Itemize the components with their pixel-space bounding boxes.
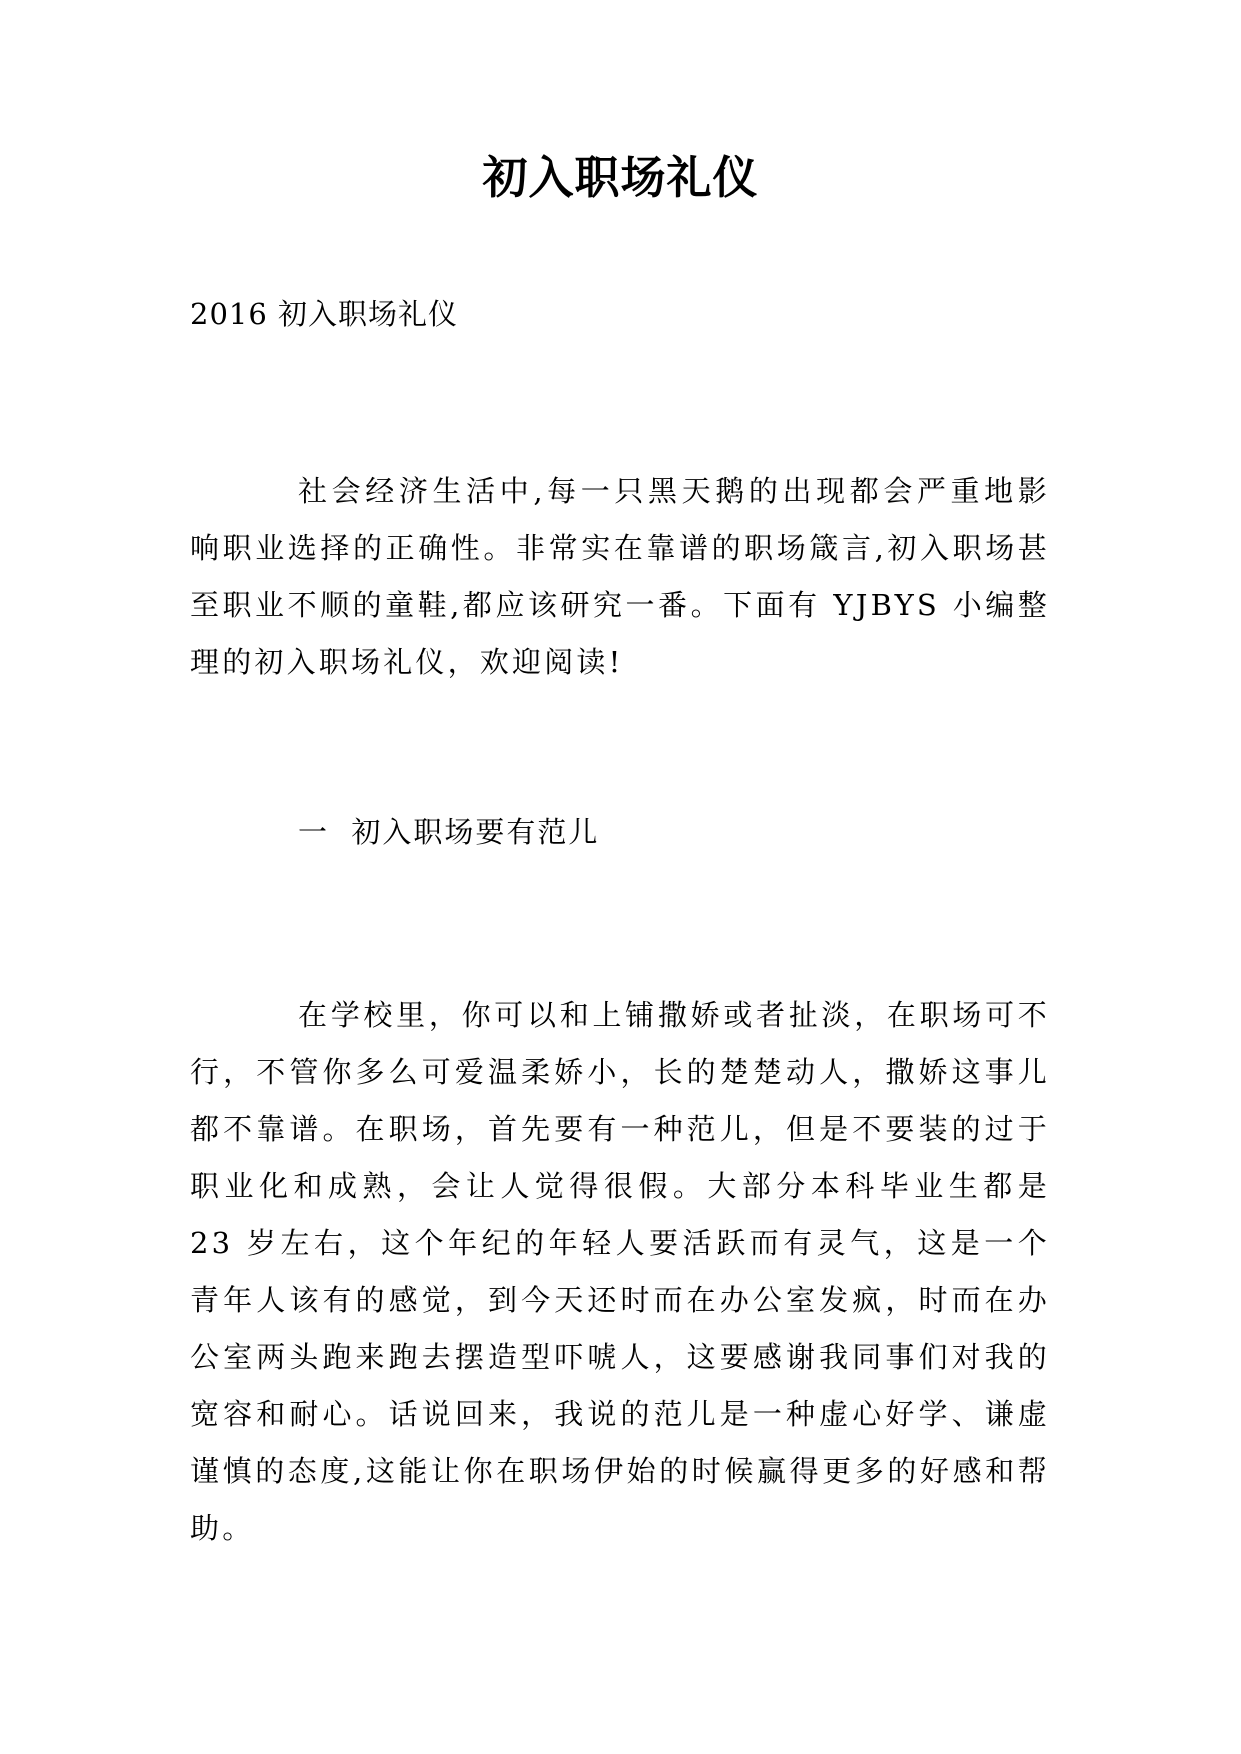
intro-paragraph: 社会经济生活中,每一只黑天鹅的出现都会严重地影响职业选择的正确性。非常实在靠谱的职场箴言,初入职场甚至职业不顺的童鞋,都应该研究一番。下面有 YJBYS 小编整理的初入职场礼仪，欢迎阅读!	[190, 474, 1050, 679]
section-heading: 一 初入职场要有范儿	[298, 815, 600, 849]
document-subtitle: 2016 初入职场礼仪	[190, 297, 459, 331]
section-paragraph: 在学校里，你可以和上铺撒娇或者扯淡，在职场可不行，不管你多么可爱温柔娇小，长的楚楚动人，撒娇这事儿都不靠谱。在职场，首先要有一种范儿，但是不要装的过于职业化和成熟，会让人觉得很假。大部分本科毕业生都是 23 岁左右，这个年纪的年轻人要活跃而有灵气，这是一个青年人该有的感觉，到今天还时而在办公室发疯，时而在办公室两头跑来跑去摆造型吓唬人，这要感谢我同事们对我的宽容和耐心。话说回来，我说的范儿是一种虚心好学、谦虚谨慎的态度,这能让你在职场伊始的时候赢得更多的好感和帮助。	[190, 998, 1050, 1545]
document-title: 初入职场礼仪	[482, 151, 759, 204]
